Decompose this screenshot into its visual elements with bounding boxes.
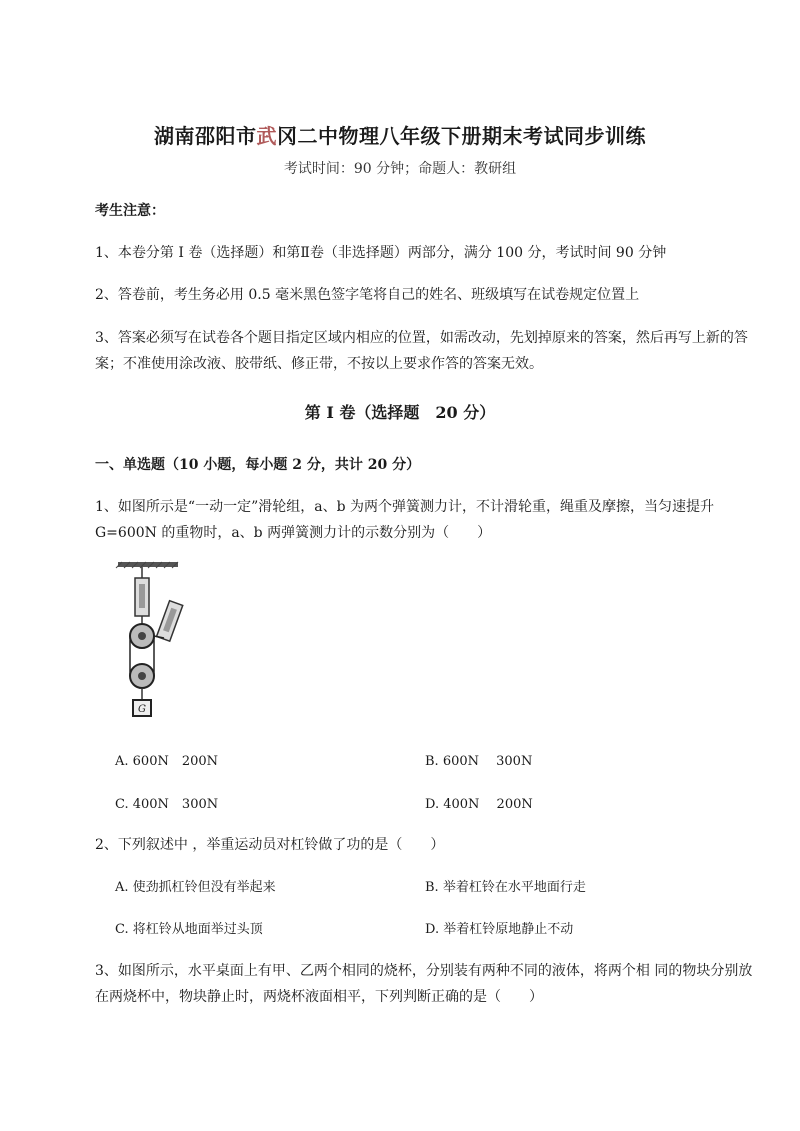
q1-option-a: A. 600N 200N	[115, 754, 219, 769]
question-3-text: 3、如图所示，水平桌面上有甲、乙两个相同的烧杯，分别装有两种不同的液体，将两个相 同的物块分别放在两烧杯中，物块静止时，两烧杯液面相平，下列判断正确的是（ ）	[95, 963, 753, 1005]
notice-item-2: 2、答卷前，考生务必用 0.5 毫米黑色签字笔将自己的姓名、班级填写在试卷规定位置上	[95, 287, 640, 303]
section-title: 第 I 卷（选择题 20 分）	[304, 403, 496, 422]
part-heading: 一、单选题（10 小题，每小题 2 分，共计 20 分）	[95, 457, 421, 473]
notice-heading: 考生注意：	[95, 203, 165, 219]
q2-option-d: D. 举着杠铃原地静止不动	[425, 922, 574, 937]
exam-title: 湖南邵阳市武冈二中物理八年级下册期末考试同步训练	[154, 124, 646, 148]
q1-option-b: B. 600N 300N	[425, 754, 533, 769]
q2-option-a: A. 使劲抓杠铃但没有举起来	[115, 880, 276, 895]
question-1-text: 1、如图所示是“一动一定”滑轮组，a、b 为两个弹簧测力计，不计滑轮重，绳重及摩擦，当匀速提升 G=600N 的重物时，a、b 两弹簧测力计的示数分别为（ ）	[95, 499, 714, 541]
pulley-figure	[110, 560, 200, 720]
q2-option-b: B. 举着杠铃在水平地面行走	[425, 880, 586, 895]
q1-option-d: D. 400N 200N	[425, 797, 533, 812]
exam-subtitle: 考试时间：90 分钟；命题人：教研组	[283, 161, 517, 177]
notice-item-3: 3、答案必须写在试卷各个题目指定区域内相应的位置，如需改动，先划掉原来的答案，然后再写上新的答案；不准使用涂改液、胶带纸、修正带，不按以上要求作答的答案无效。	[95, 330, 748, 372]
notice-item-1: 1、本卷分第 I 卷（选择题）和第Ⅱ卷（非选择题）两部分，满分 100 分，考试时间 90 分钟	[95, 245, 667, 261]
question-2-text: 2、下列叙述中 ，举重运动员对杠铃做了功的是（ ）	[95, 837, 445, 853]
weight-label: G	[138, 704, 146, 715]
q2-option-c: C. 将杠铃从地面举过头顶	[115, 922, 263, 937]
q1-option-c: C. 400N 300N	[115, 797, 219, 812]
